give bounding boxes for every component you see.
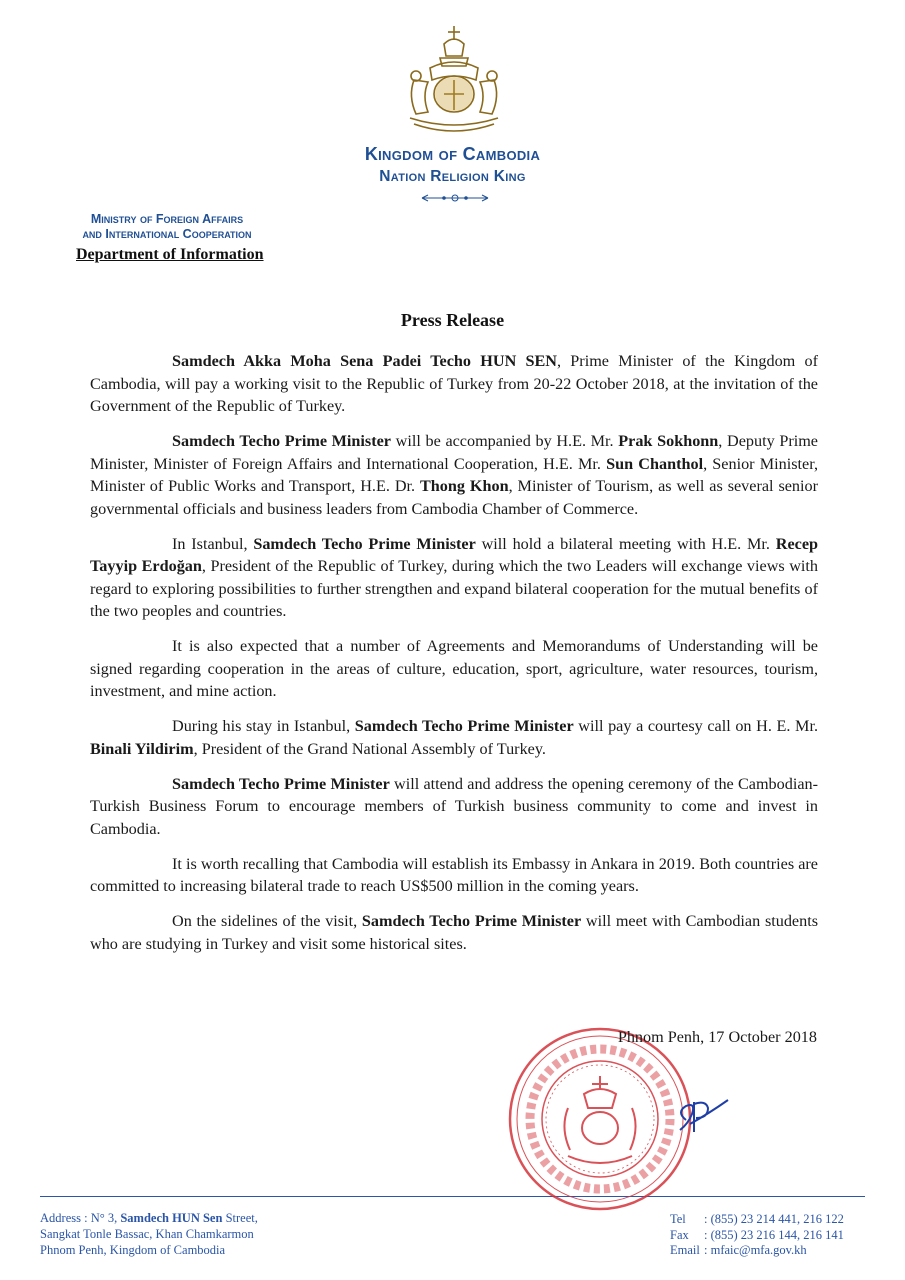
national-motto: Nation Religion King — [379, 168, 526, 185]
footer-divider — [40, 1196, 865, 1197]
body-paragraph — [90, 533, 818, 623]
bold-text-run: Thong Khon — [419, 477, 509, 495]
bold-text-run: Samdech Techo Prime Minister — [172, 774, 390, 793]
text-run: , Senior Minister, Minister of Public Works and Transport, H.E. Dr. — [90, 454, 818, 495]
royal-coat-of-arms-icon — [400, 22, 508, 134]
text-run: During his stay in Istanbul, — [172, 717, 355, 735]
footer-address — [40, 1210, 258, 1258]
text-run: , Deputy Prime Minister, Minister of Foreign Affairs and International Cooperation, H.E. Mr. — [90, 432, 818, 473]
bold-text-run: Recep Tayyip Erdoğan — [90, 534, 819, 575]
text-run: will be accompanied by H.E. Mr. — [391, 432, 619, 450]
department-name: Department of Information — [76, 246, 264, 263]
ministry-line-2: and International Cooperation — [82, 227, 252, 241]
body-paragraph — [90, 635, 818, 703]
tel-row — [670, 1212, 844, 1228]
body-paragraph — [90, 430, 818, 520]
kingdom-heading: Kingdom of Cambodia — [364, 144, 541, 164]
text-run: will attend and address the opening ceremony of the Cambodian-Turkish Business Forum to encourage members of Turkish business community to come and invest in Cambodia. — [90, 774, 818, 838]
text-run: , President of the Grand National Assembly of Turkey. — [193, 739, 546, 758]
signature-icon — [672, 1090, 732, 1140]
dateline: Phnom Penh, 17 October 2018 — [617, 1028, 817, 1046]
text-run: It is also expected that a number of Agreements and Memorandums of Understanding will be signed regarding cooperation in the areas of culture, education, sport, agriculture, water resources, tourism, investment, and mine action. — [90, 637, 818, 700]
fax-row — [670, 1228, 844, 1244]
bold-text-run: Sun Chanthol — [606, 454, 704, 473]
body-paragraph — [90, 910, 818, 955]
address-prefix: Address : N° 3, — [40, 1211, 121, 1225]
text-run: On the sidelines of the visit, — [172, 912, 362, 930]
official-seal-icon — [502, 1024, 698, 1214]
address-street-name: Samdech HUN Sen — [120, 1211, 223, 1225]
address-line-3: Phnom Penh, Kingdom of Cambodia — [40, 1243, 226, 1257]
body-paragraph — [90, 773, 818, 841]
bold-text-run: Samdech Techo Prime Minister — [354, 717, 574, 735]
text-run: , Prime Minister of the Kingdom of Cambodia, will pay a working visit to the Republic of Turkey from 20-22 October 2018, at the invitation of the Government of the Republic of Turkey. — [90, 352, 818, 415]
text-run: , Minister of Tourism, as well as several senior governmental officials and business leaders from Cambodia Chamber of Commerce. — [90, 477, 818, 518]
body-paragraph — [90, 853, 818, 898]
ministry-name — [38, 212, 296, 242]
bold-text-run: Prak Sokhonn — [618, 432, 719, 450]
address-street-suffix: Street, — [222, 1211, 258, 1225]
bold-text-run: Samdech Techo Prime Minister — [172, 432, 391, 450]
body-paragraph — [90, 715, 818, 760]
text-run: It is worth recalling that Cambodia will establish its Embassy in Ankara in 2019. Both countries are committed to increasing bilateral trade to reach US$500 million in the coming years. — [90, 854, 818, 895]
tel-label: Tel — [670, 1212, 686, 1226]
footer-contact — [670, 1212, 844, 1259]
text-run: will pay a courtesy call on H. E. Mr. — [573, 717, 818, 735]
text-run: , President of the Republic of Turkey, during which the two Leaders will exchange views with regard to exploring possibilities to further strengthen and expand bilateral cooperation for the mutual benefits of the two peoples and countries. — [90, 557, 818, 620]
address-line-2: Sangkat Tonle Bassac, Khan Chamkarmon — [40, 1227, 254, 1241]
text-run: will meet with Cambodian students who are studying in Turkey and visit some historical sites. — [90, 912, 819, 953]
document-title: Press Release — [400, 310, 505, 330]
bold-text-run: Binali Yildirim — [90, 739, 194, 758]
ministry-line-1: Ministry of Foreign Affairs — [90, 212, 244, 226]
email-value[interactable]: : mfaic@mfa.gov.kh — [704, 1243, 807, 1257]
bold-text-run: Samdech Akka Moha Sena Padei Techo HUN SEN — [172, 352, 557, 370]
body-paragraph — [90, 350, 818, 418]
bold-text-run: Samdech Techo Prime Minister — [361, 912, 582, 930]
email-row — [670, 1243, 844, 1259]
press-release-body — [90, 350, 818, 968]
email-label: Email — [670, 1243, 700, 1257]
address-line-1 — [40, 1210, 258, 1226]
fax-label: Fax — [670, 1227, 689, 1242]
text-run: will hold a bilateral meeting with H.E. Mr. — [475, 534, 776, 553]
tel-value: : (855) 23 214 441, 216 122 — [704, 1212, 844, 1226]
fax-value: : (855) 23 216 144, 216 141 — [704, 1227, 844, 1242]
bold-text-run: Samdech Techo Prime Minister — [253, 534, 476, 553]
divider-ornament-icon — [420, 193, 490, 203]
text-run: In Istanbul, — [172, 534, 254, 553]
